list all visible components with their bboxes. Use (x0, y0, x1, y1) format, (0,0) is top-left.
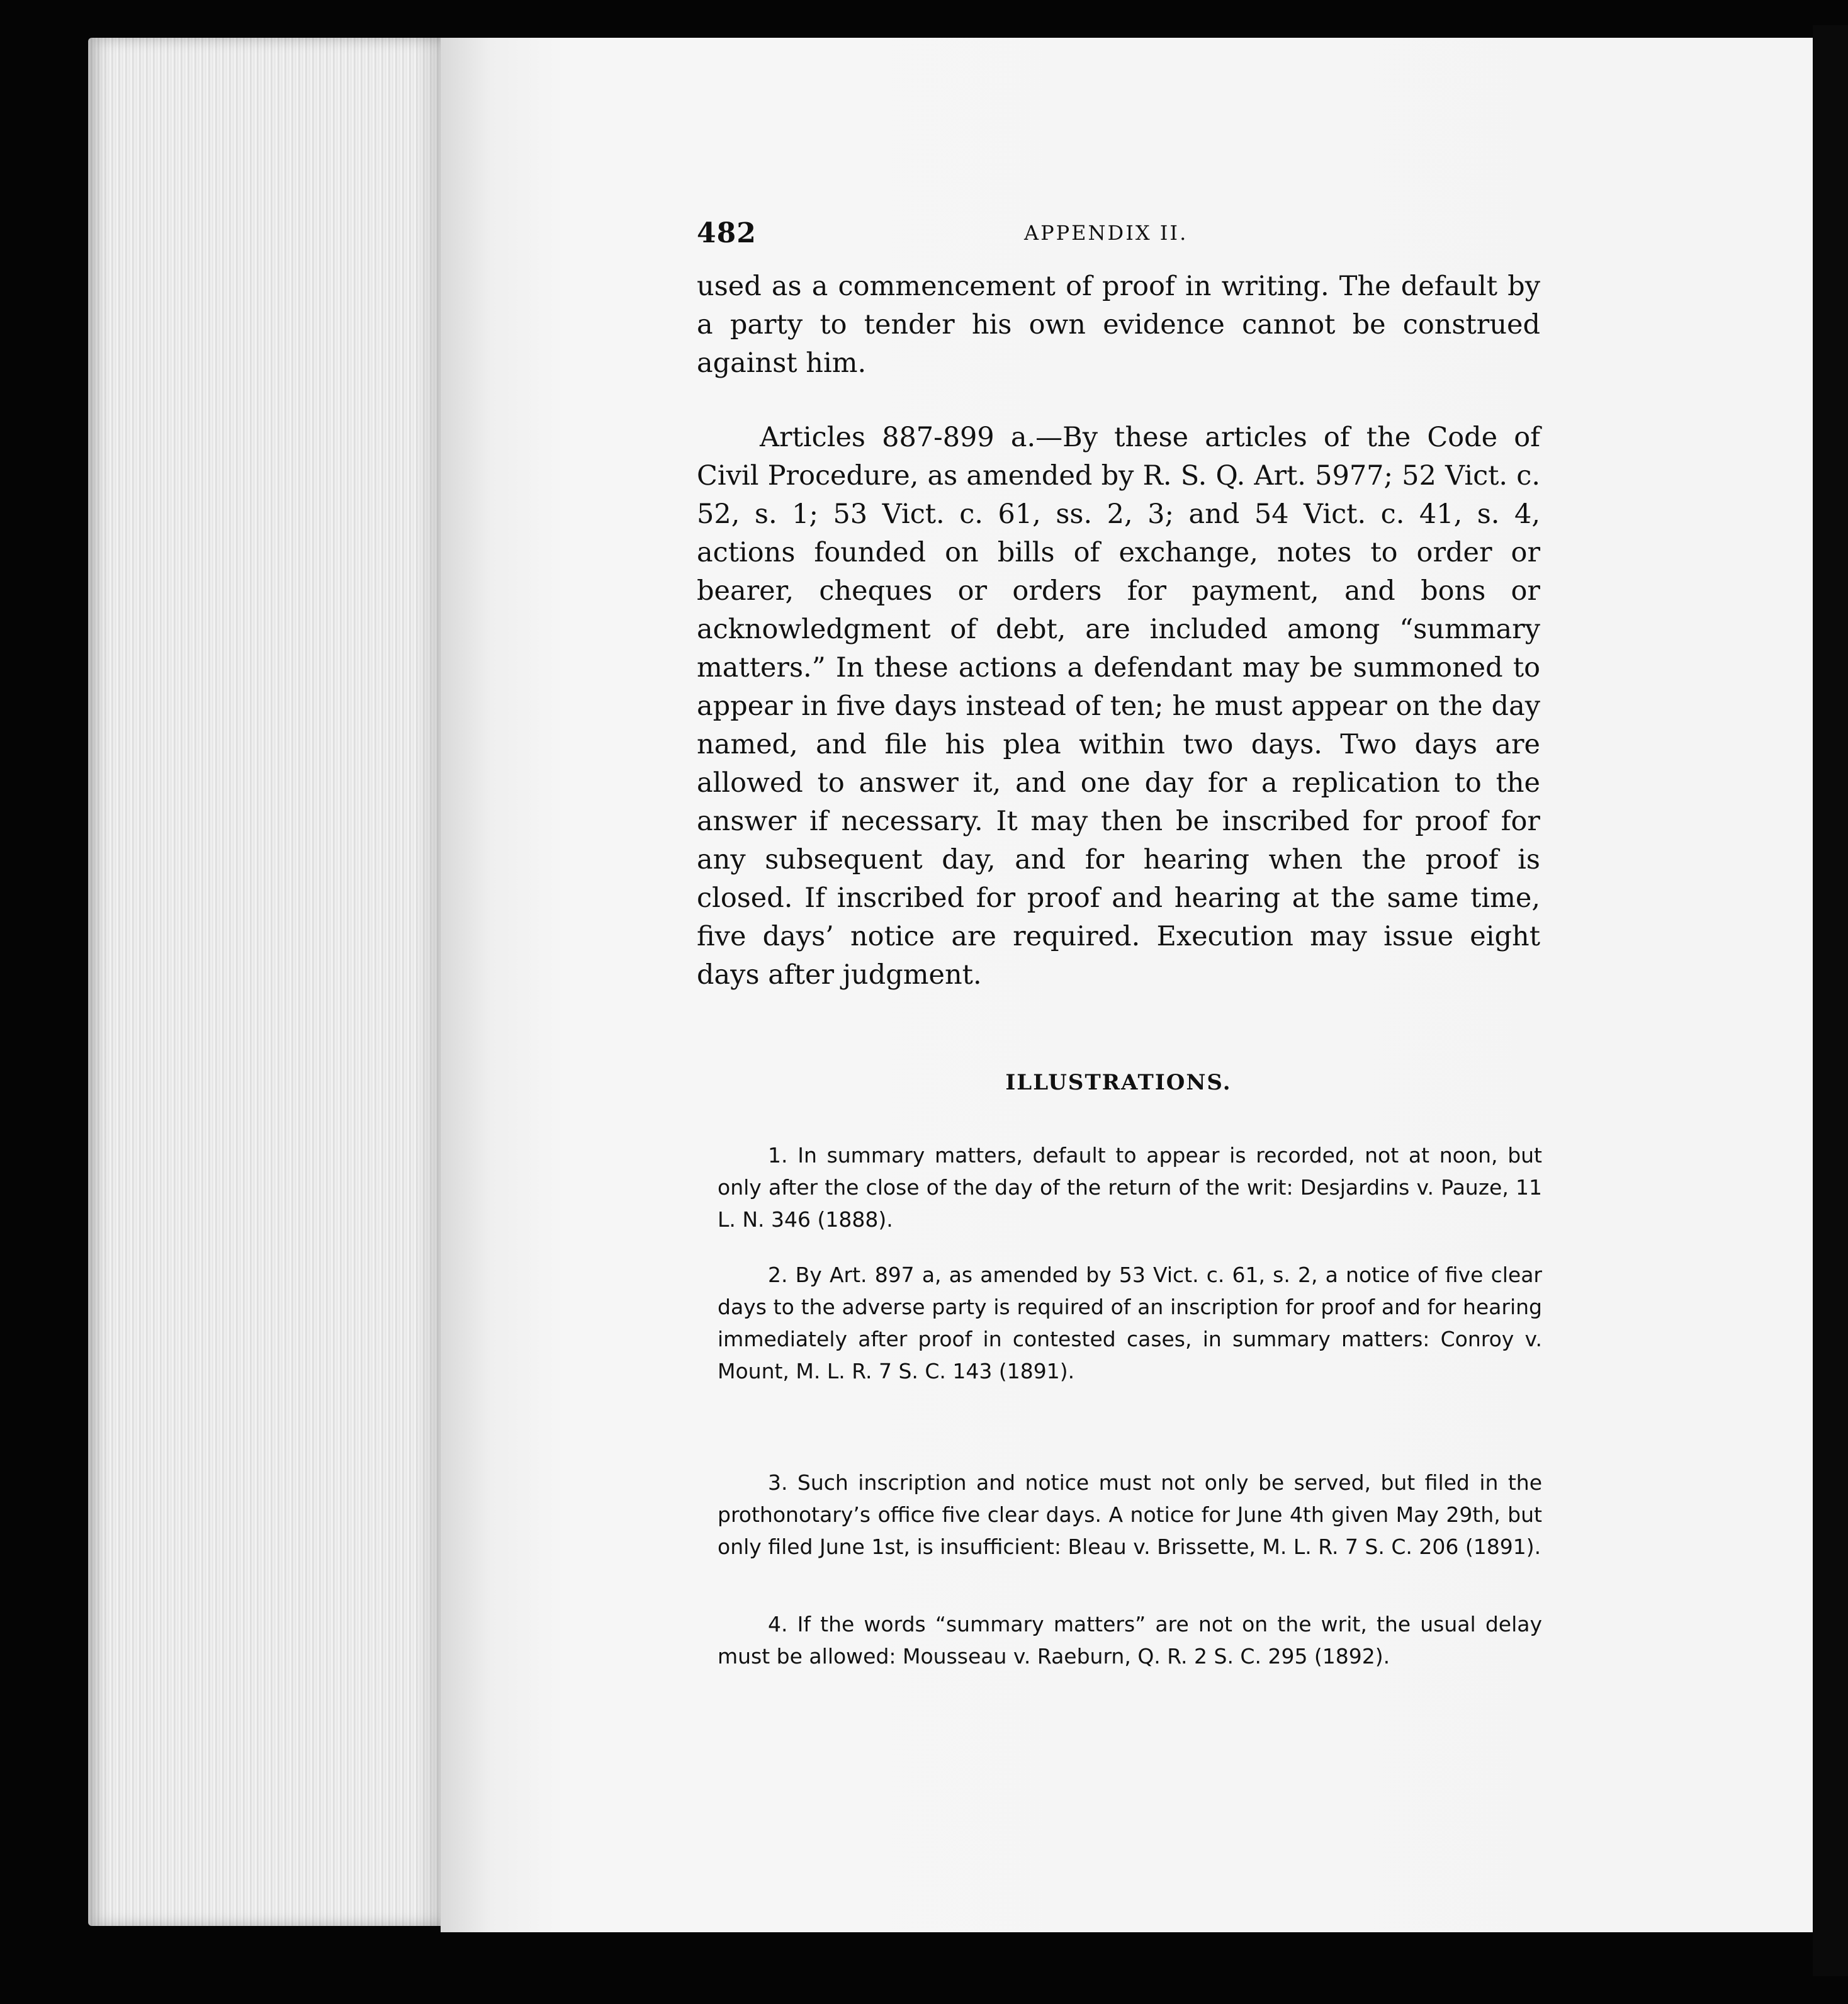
illustration-item: 4. If the words “summary matters” are not on the writ, the usual delay must be allowed: Mousseau v. Raeburn, Q. R. 2 S. C. 295 (1892). (718, 1612, 1542, 1669)
illustration-item: 3. Such inscription and notice must not only be served, but filed in the prothonotary’s office five clear days. A notice for June 4th given May 29th, but only filed June 1st, is insufficient: Bleau v. Brissette, M. L. R. 7 S. C. 206 (1891). (718, 1470, 1542, 1559)
page-number: 482 (697, 217, 757, 249)
book-page-edges (88, 38, 441, 1926)
illustrations-heading: ILLUSTRATIONS. (1005, 1070, 1232, 1095)
paragraph-articles-887-899: Articles 887-899 a.—By these articles of the Code of Civil Procedure, as amended by R. S. Q. Art. 5977; 52 Vict. c. 52, s. 1; 53 Vict. c. 61, ss. 2, 3; and 54 Vict. c. 41, s. 4, actions founded on bills of exchange, notes to order or bearer, cheques or orders for payment, and bons or acknowledgment of debt, are included among “summary matters.” In these actions a defendant may be summoned to appear in five days instead of ten; he must appear on the day named, and file his plea within two days. Two days are allowed to answer it, and one day for a replication to the answer if necessary. It may then be inscribed for proof for any subsequent day, and for hearing when the proof is closed. If inscribed for proof and hearing at the same time, five days’ notice are required. Execution may issue eight days after judgment. (697, 422, 1540, 991)
paragraph-continuation: used as a commencement of proof in writing. The default by a party to tender his own evidence cannot be construed against him. (697, 271, 1540, 379)
illustration-item: 2. By Art. 897 a, as amended by 53 Vict. c. 61, s. 2, a notice of five clear days to the adverse party is required of an inscription for proof and for hearing immediately after proof in contested cases, in summary matters: Conroy v. Mount, M. L. R. 7 S. C. 143 (1891). (718, 1263, 1542, 1383)
illustration-item: 1. In summary matters, default to appear is recorded, not at noon, but only after the close of the day of the return of the writ: Desjardins v. Pauze, 11 L. N. 346 (1888). (718, 1143, 1542, 1232)
page-header (697, 217, 1540, 255)
running-head: APPENDIX II. (1024, 221, 1188, 245)
scan-right-border (1813, 25, 1848, 1976)
